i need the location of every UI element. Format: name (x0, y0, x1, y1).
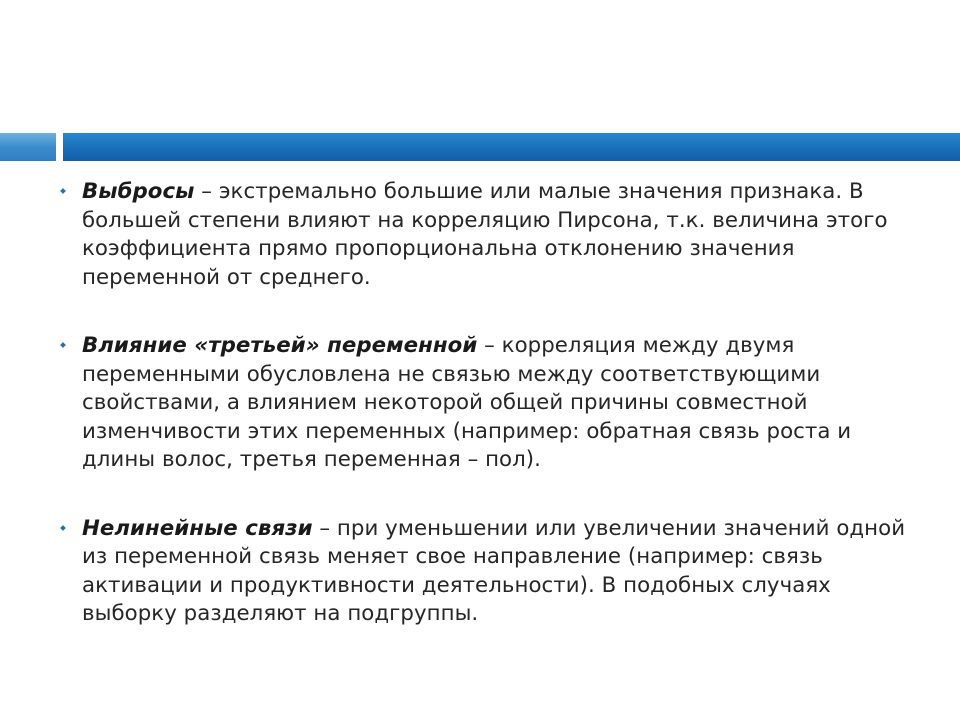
bullet-term: Влияние «третьей» переменной (82, 333, 478, 358)
bullet-text: – экстремально большие или малые значения признака. В большей степени влияют на корреляцию Пирсона, т.к. величина этого коэффициента прямо пропорциональна отклонению значения переменной от среднего. (82, 179, 888, 290)
bullet-text: – корреляция между двумя переменными обусловлена не связью между соответствующими свойствами, а влиянием некоторой общей причины совместной изменчивости этих переменных (например: обратная связь роста и длины волос, третья переменная – пол). (82, 333, 852, 472)
bullet-term: Выбросы (82, 179, 195, 204)
header-accent-bar-left (0, 133, 56, 161)
bullet-diamond-icon (60, 342, 66, 348)
bullet-third-variable (61, 332, 921, 475)
bullet-term: Нелинейные связи (82, 515, 313, 541)
bullet-diamond-icon (60, 188, 66, 194)
bullet-diamond-icon (60, 525, 66, 531)
bullet-nonlinear (61, 515, 921, 629)
bullet-list (61, 178, 921, 629)
bullet-outliers (61, 178, 921, 292)
header-accent-bar-right (63, 133, 960, 161)
bullet-text: – при уменьшении или увеличении значений одной из переменной связь меняет свое направление (например: связь активации и продуктивности деятельности). В подобных случаях выборку разделяют на подгруппы. (82, 515, 906, 626)
